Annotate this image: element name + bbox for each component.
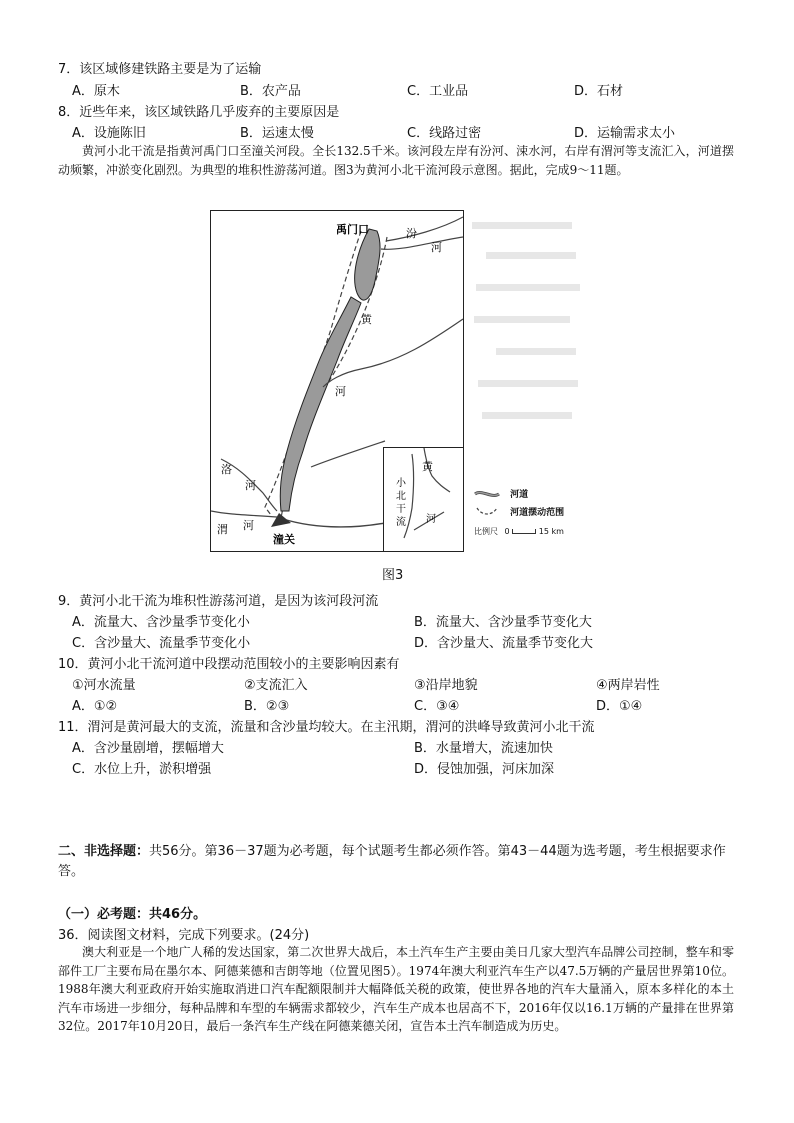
section-2-text: 共56分。第36－37题为必考题，每个试题考生都必须作答。第43－44题为选考题，考生根据要求作答。	[58, 844, 726, 879]
label-yumenkou: 禹门口	[336, 223, 369, 236]
label-luo: 洛	[221, 463, 232, 476]
q10-stem: 10．黄河小北干流河道中段摆动范围较小的主要影响因素有	[58, 657, 400, 672]
inset-label-xiao: 小	[396, 478, 406, 489]
inset-map-svg	[384, 448, 464, 552]
q8-option-b: B．运速太慢	[240, 126, 314, 141]
label-huang-he: 河	[335, 385, 346, 398]
scale-bar	[474, 526, 564, 537]
passage-yellow-river-text: 黄河小北干流是指黄河禹门口至潼关河段。全长132.5千米。该河段左岸有汾河、涑水河，右岸有渭河等支流汇入，河道摆动频繁，冲淤变化剧烈。为典型的堆积性游荡河道。图3为黄河小北干流河段示意图。据此，完成9～11题。	[58, 144, 734, 177]
lower-tributary-line	[311, 441, 385, 467]
q7-stem: 7．该区域修建铁路主要是为了运输	[58, 62, 262, 77]
wei-river-line	[211, 511, 277, 517]
passage-yellow-river	[58, 142, 734, 179]
q7-option-c: C．工业品	[407, 84, 469, 99]
section-2-heading: 二、非选择题：	[58, 844, 150, 859]
q10-factor-4: ④两岸岩性	[596, 678, 660, 693]
inset-label-gan: 干	[396, 504, 406, 515]
scale-bar-line	[512, 529, 536, 534]
scale-bar-zero: 0	[504, 527, 510, 536]
upper-river-line	[386, 217, 463, 241]
q8-option-d: D．运输需求太小	[574, 126, 676, 141]
required-section-heading: （一）必考题：共46分。	[58, 907, 207, 922]
q11-option-c: C．水位上升，淤积增强	[72, 762, 212, 777]
lower-yellow-river-line	[277, 517, 385, 527]
q10-factor-2: ②支流汇入	[244, 678, 308, 693]
legend-channel	[474, 486, 528, 501]
q9-option-a: A．流量大、含沙量季节变化小	[72, 615, 250, 630]
label-fen-he: 河	[431, 241, 442, 254]
q10-option-b: B．②③	[244, 699, 290, 714]
label-wei-he: 河	[243, 519, 254, 532]
section-2-instructions	[58, 842, 734, 882]
q10-option-d: D．①④	[596, 699, 643, 714]
label-huang: 黄	[361, 313, 372, 326]
q11-stem: 11．渭河是黄河最大的支流，流量和含沙量均较大。在主汛期，渭河的洪峰导致黄河小北干流	[58, 720, 595, 735]
legend-channel-icon	[474, 488, 500, 500]
q9-option-b: B．流量大、含沙量季节变化大	[414, 615, 592, 630]
legend-channel-label: 河道	[510, 490, 529, 500]
q8-option-c: C．线路过密	[407, 126, 482, 141]
inset-label-he: 河	[426, 514, 436, 525]
q7-option-a: A．原木	[72, 84, 120, 99]
q11-option-d: D．侵蚀加强，河床加深	[414, 762, 555, 777]
figure-3-map	[210, 210, 464, 552]
inset-label-liu: 流	[396, 517, 406, 528]
label-fen: 汾	[406, 227, 417, 240]
label-luo-he: 河	[245, 479, 256, 492]
q9-option-c: C．含沙量大、流量季节变化小	[72, 636, 251, 651]
q9-stem: 9．黄河小北干流为堆积性游荡河道，是因为该河段河流	[58, 594, 379, 609]
label-tongguan: 潼关	[273, 533, 295, 546]
inset-label-bei: 北	[396, 491, 406, 502]
q11-option-a: A．含沙量剧增，摆幅增大	[72, 741, 224, 756]
q10-option-c: C．③④	[414, 699, 460, 714]
background-bleed-through	[466, 212, 592, 442]
legend-swing-range	[474, 504, 564, 519]
scale-bar-value: 15 km	[538, 527, 564, 536]
legend-swing-range-icon	[474, 506, 500, 518]
label-wei: 渭	[217, 523, 228, 536]
figure-3-caption: 图3	[382, 568, 404, 583]
river-channel-middle	[280, 297, 361, 511]
q10-option-a: A．①②	[72, 699, 118, 714]
q9-option-d: D．含沙量大、流量季节变化大	[414, 636, 594, 651]
q8-option-a: A．设施陈旧	[72, 126, 146, 141]
inset-map	[383, 447, 464, 552]
q7-option-b: B．农产品	[240, 84, 301, 99]
q11-option-b: B．水量增大，流速加快	[414, 741, 553, 756]
q36-stem: 36．阅读图文材料，完成下列要求。(24分)	[58, 928, 310, 943]
inset-label-huang: 黄	[422, 460, 433, 473]
q10-factor-3: ③沿岸地貌	[414, 678, 478, 693]
scale-bar-label: 比例尺	[474, 527, 498, 536]
q8-stem: 8．近些年来，该区域铁路几乎废弃的主要原因是	[58, 105, 340, 120]
q7-option-d: D．石材	[574, 84, 624, 99]
q36-passage-text: 澳大利亚是一个地广人稀的发达国家，第二次世界大战后，本土汽车生产主要由美日几家大型汽车品牌公司控制，整车和零部件工厂主要布局在墨尔本、阿德莱德和吉朗等地（位置见图5）。1974年澳大利亚汽车生产以47.5万辆的产量居世界第10位。1988年澳大利亚政府开始实施取消进口汽车配额限制并大幅降低关税的政策，使世界各地的汽车大量涌入，原本多样化的本土汽车市场进一步细分，每种品牌和车型的车辆需求都较少，汽车生产成本也居高不下，2016年仅以16.1万辆的产量排在世界第32位。2017年10月20日，最后一条汽车生产线在阿德莱德关闭，宣告本土汽车制造成为历史。	[58, 945, 734, 1033]
fen-river-line	[381, 237, 463, 249]
q10-factor-1: ①河水流量	[72, 678, 136, 693]
legend-swing-range-label: 河道摆动范围	[510, 508, 565, 518]
q36-passage	[58, 943, 734, 1036]
